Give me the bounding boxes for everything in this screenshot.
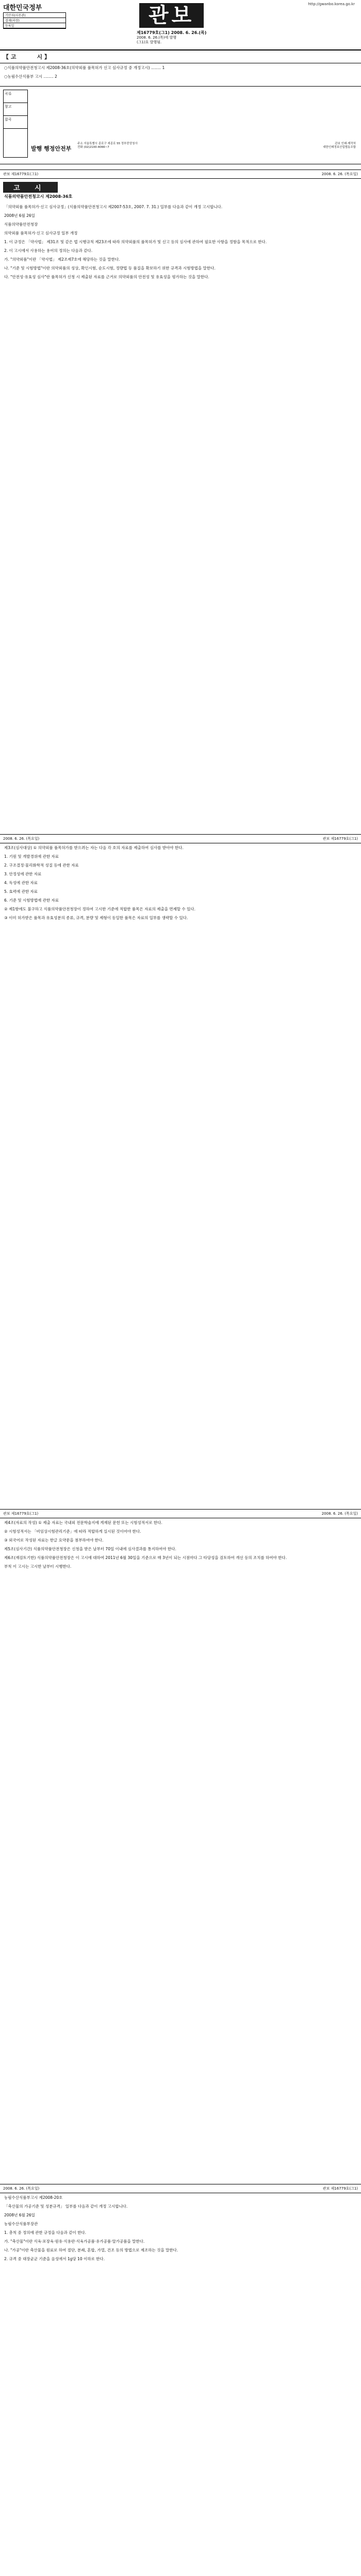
- paragraph: 제3조(심사대상) ① 의약외품 품목허가를 받으려는 자는 다음 각 호의 자료를 제출하여 심사를 받아야 한다.: [4, 845, 184, 850]
- paragraph: 6. 기준 및 시험방법에 관한 자료: [4, 898, 59, 903]
- issue-note: (그1)호 발행됨.: [137, 40, 162, 44]
- publisher-name: 발행 행정안전부: [31, 145, 72, 152]
- publisher-block: [0, 86, 361, 164]
- paragraph: 2. 이 고시에서 사용하는 용어의 정의는 다음과 같다.: [4, 248, 93, 253]
- government-name: 대한민국정부: [3, 4, 42, 12]
- paragraph: 3. 안정성에 관한 자료: [4, 872, 42, 876]
- page-header: [0, 1509, 361, 1518]
- paragraph: 나. "기준 및 시험방법"이란 의약외품의 성상, 확인시험, 순도시험, 정량법 등 품질을 확보하기 위한 규격과 시험방법을 말한다.: [4, 266, 216, 270]
- issue-number: 제16779호(그1) 2008. 6. 26.(목): [137, 30, 207, 35]
- issue-date: 2008. 6. 26.(목)에 발행: [137, 36, 177, 40]
- notice-title: 식품의약품안전청고시 제2008-36호: [4, 194, 73, 199]
- paragraph: 농림수산식품부고시 제2008-20호: [4, 2195, 63, 2200]
- paragraph: 1. 총칙 중 정의에 관한 규정을 다음과 같이 한다.: [4, 2230, 87, 2235]
- gazette-page: [0, 2184, 361, 2576]
- publisher-tel: 전화 (02)2100-4066~7: [77, 146, 109, 149]
- page-header-right: 2008. 6. 26. (목요일): [321, 1512, 358, 1516]
- paragraph: 1. 기원 및 개발경위에 관한 자료: [4, 854, 59, 859]
- page-body: [0, 1518, 361, 1573]
- stamp-row: 창고: [4, 103, 27, 116]
- approval-row: 등록일: [4, 23, 65, 28]
- publisher-info: [77, 142, 138, 149]
- paragraph: 2008년 6월 26일: [4, 2213, 35, 2217]
- paragraph: ③ 외국어로 작성된 자료는 한글 요약문을 첨부하여야 한다.: [4, 1538, 104, 1543]
- paragraph: 가. "의약외품"이란 「약사법」 제2조제7호에 해당하는 것을 말한다.: [4, 257, 120, 262]
- paragraph: 의약외품 품목허가·신고 심사규정 일부 개정: [4, 231, 78, 235]
- approval-row: 기안자(사무관): [4, 13, 65, 18]
- paragraph: ② 제1항에도 불구하고 식품의약품안전청장이 정하여 고시한 기준에 적합한 품목은 자료의 제출을 면제할 수 있다.: [4, 907, 195, 911]
- paragraph: ③ 이미 허가받은 품목과 유효성분의 종류, 규격, 분량 및 제형이 동일한 품목은 자료의 일부를 생략할 수 있다.: [4, 916, 188, 920]
- paragraph: 2008년 6월 26일: [4, 213, 35, 218]
- page-body: [0, 202, 361, 283]
- page-header-right: 관보 제16779호(그1): [322, 837, 358, 841]
- page-body: [0, 2193, 361, 2265]
- paragraph: 제5조(심사기간) 식품의약품안전청장은 신청을 받은 날부터 70일 이내에 심사결과를 통지하여야 한다.: [4, 1547, 176, 1551]
- paragraph: 4. 독성에 관한 자료: [4, 880, 38, 885]
- paragraph: 5. 효력에 관한 자료: [4, 889, 38, 894]
- paragraph: 제4조(자료의 작성) ① 제출 자료는 국내외 전문학술지에 게재된 문헌 또는 시험성적서로 한다.: [4, 1520, 162, 1525]
- gwanbo-logo: 관보: [139, 3, 204, 28]
- notice-banner: 고 시: [3, 182, 58, 193]
- page-header-left: 2008. 6. 26. (목요일): [3, 837, 40, 841]
- paragraph: 농림수산식품부장관: [4, 2222, 38, 2226]
- stamp-row: 잡곡: [4, 116, 27, 129]
- contents-item[interactable]: ○식품의약품안전청고시 제2008-36호(의약외품 품목허가 신고 심사규정 중 개정고시) ........ 1: [4, 65, 165, 70]
- paragraph: 제6조(재검토기한) 식품의약품안전청장은 이 고시에 대하여 2011년 6월 30일을 기준으로 매 3년이 되는 시점마다 그 타당성을 검토하여 개선 등의 조치를 하여야 한다.: [4, 1555, 287, 1560]
- gazette-page: [0, 834, 361, 1504]
- masthead: [0, 0, 361, 50]
- heading-left: 【 고: [3, 54, 17, 60]
- gazette-page: [0, 1509, 361, 2179]
- paragraph: 가. "축산물"이란 식육·포장육·원유·식용란·식육가공품·유가공품·알가공품을 말한다.: [4, 2239, 145, 2244]
- publisher-address: 주소 서울특별시 종로구 세종로 55 정부중앙청사: [77, 142, 138, 145]
- page-header-right: 2008. 6. 26. (목요일): [321, 172, 358, 176]
- gazette-pages: [0, 170, 361, 2576]
- paragraph: 식품의약품안전청장: [4, 222, 38, 227]
- page-header-left: 관보 제16779호(그1): [3, 172, 39, 176]
- gazette-page: [0, 170, 361, 829]
- approval-box: [3, 12, 66, 29]
- paragraph: 2. 구조결정·물리화학적 성질 등에 관한 자료: [4, 863, 79, 868]
- contents-item[interactable]: ○농림수산식품부 고시 ........ 2: [4, 74, 57, 79]
- paragraph: 「의약외품 품목허가·신고 심사규정」(식품의약품안전청고시 제2007-53호, 2007. 7. 31.) 일부를 다음과 같이 개정 고시합니다.: [4, 205, 223, 209]
- approval-row: 결재(과장): [4, 18, 65, 23]
- printer-line: 대한인쇄정보산업협동조합: [323, 146, 356, 149]
- paragraph: 2. 규격 중 대장균군 기준을 음성에서 1g당 10 이하로 한다.: [4, 2257, 105, 2261]
- paragraph: 부칙 이 고시는 고시한 날부터 시행한다.: [4, 1564, 72, 1569]
- page-header-right: 관보 제16779호(그1): [322, 2187, 358, 2191]
- website-url[interactable]: http://gwanbo.korea.go.kr: [308, 2, 355, 6]
- paragraph: 1. 이 규정은 「약사법」 제31조 및 같은 법 시행규칙 제23조에 따라 의약외품의 품목허가 및 신고 등의 심사에 관하여 필요한 사항을 정함을 목적으로 한다.: [4, 240, 267, 244]
- page-body: [0, 843, 361, 924]
- page-header: [0, 170, 361, 179]
- page-header-left: 2008. 6. 26. (목요일): [3, 2187, 40, 2191]
- contents-heading: [0, 50, 361, 63]
- stamp-row: 곡류: [4, 90, 27, 103]
- stamp-box: [3, 90, 28, 158]
- page-header-left: 관보 제16779호(그1): [3, 1512, 39, 1516]
- printer-info: [323, 142, 356, 149]
- paragraph: 「축산물의 가공기준 및 성분규격」 일부를 다음과 같이 개정 고시합니다.: [4, 2204, 128, 2209]
- heading-right: 시 】: [37, 54, 50, 60]
- page-header: [0, 2184, 361, 2193]
- paragraph: 다. "안전성·유효성 심사"란 품목허가 신청 시 제출된 자료를 근거로 의약외품의 안전성 및 유효성을 평가하는 것을 말한다.: [4, 275, 209, 279]
- printer-line: 관보 인쇄·제작처: [335, 142, 356, 145]
- paragraph: 나. "가공"이란 축산물을 원료로 하여 절단, 분쇄, 혼합, 가열, 건조 등의 방법으로 제조하는 것을 말한다.: [4, 2248, 178, 2252]
- page-header: [0, 834, 361, 843]
- paragraph: ② 시험성적서는 「비임상시험관리기준」에 따라 적합하게 실시된 것이어야 한다.: [4, 1529, 141, 1534]
- contents-list: [0, 63, 361, 83]
